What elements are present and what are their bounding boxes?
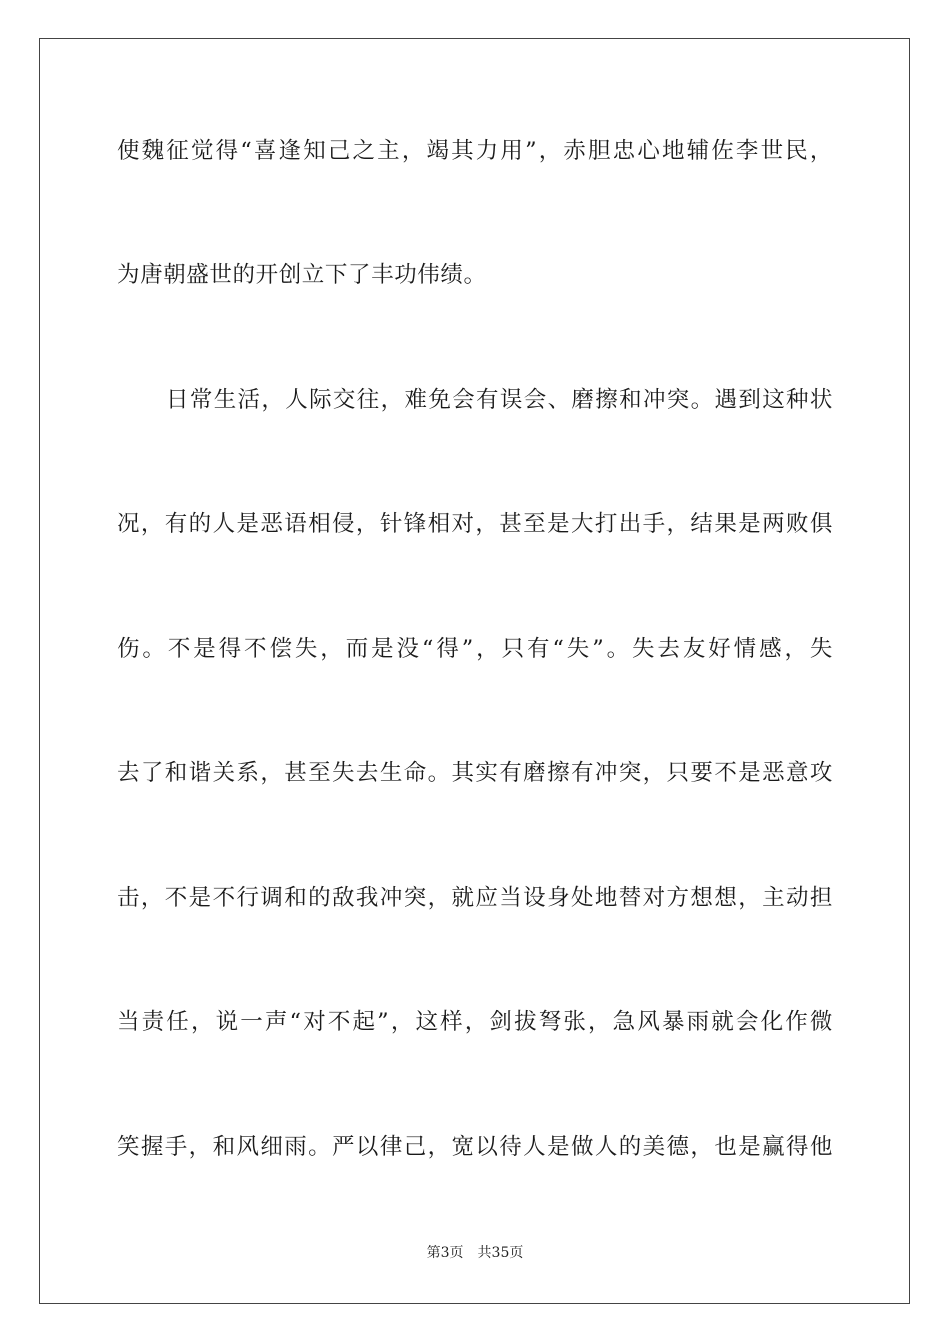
paragraph-first-line: 日常生活，人际交往，难免会有误会、磨擦和冲突。遇到这种状: [166, 387, 833, 413]
text-line: 当责任，说一声“对不起”，这样，剑拔弩张，急风暴雨就会化作微: [117, 1009, 833, 1035]
page-border: [39, 38, 910, 1304]
text-line: 去了和谐关系，甚至失去生命。其实有磨擦有冲突，只要不是恶意攻: [117, 760, 833, 786]
page-total: 共35页: [477, 1245, 524, 1261]
text-line: 伤。不是得不偿失，而是没“得”，只有“失”。失去友好情感，失: [117, 636, 833, 662]
text-line: 使魏征觉得“喜逢知己之主，竭其力用”，赤胆忠心地辅佐李世民，: [117, 138, 833, 164]
page-number: 第3页: [426, 1245, 464, 1261]
text-line: 笑握手，和风细雨。严以律己，宽以待人是做人的美德，也是赢得他: [117, 1134, 833, 1160]
page-footer: [0, 1244, 950, 1262]
text-line: 况，有的人是恶语相侵，针锋相对，甚至是大打出手，结果是两败俱: [117, 511, 833, 537]
text-line: 击，不是不行调和的敌我冲突，就应当设身处地替对方想想，主动担: [117, 885, 833, 911]
text-line: 为唐朝盛世的开创立下了丰功伟绩。: [117, 262, 487, 288]
